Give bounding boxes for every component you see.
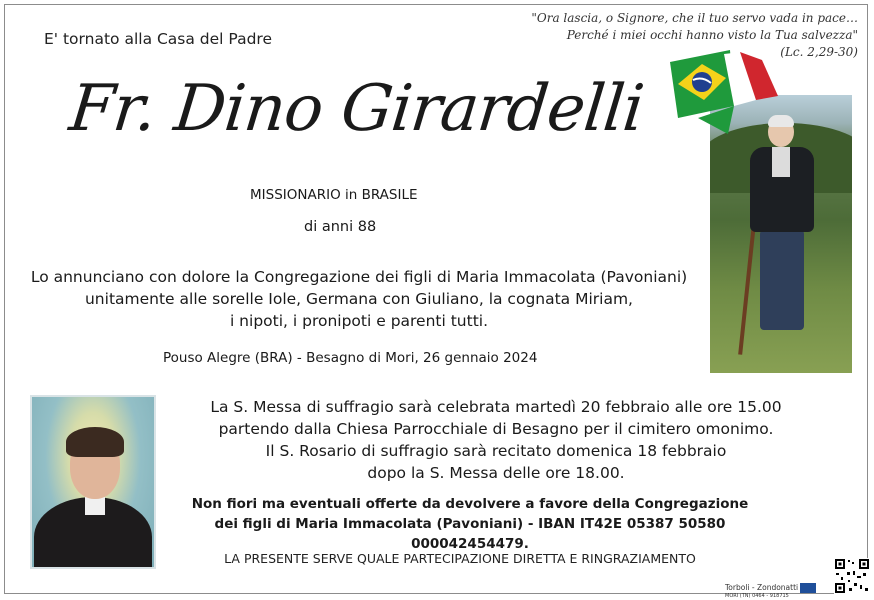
qr-code-icon[interactable]	[834, 558, 870, 594]
announcement-line: Lo annunciano con dolore la Congregazione dei figli di Maria Immacolata (Pavoniani)	[30, 268, 688, 286]
announcement-line: unitamente alle sorelle Iole, Germana con Giuliano, la cognata Miriam,	[84, 290, 633, 308]
brazil-italy-flag-icon	[668, 48, 780, 136]
donation-line: Non fiori ma eventuali offerte da devolvere a favore della Congregazione	[191, 496, 749, 512]
returned-to-father-text: E' tornato alla Casa del Padre	[44, 30, 272, 48]
closing-statement: LA PRESENTE SERVE QUALE PARTECIPAZIONE DIRETTA E RINGRAZIAMENTO	[224, 551, 696, 566]
place-and-date: Pouso Alegre (BRA) - Besagno di Mori, 26 gennaio 2024	[163, 350, 538, 366]
mass-line: Il S. Rosario di suffragio sarà recitato domenica 18 febbraio	[265, 442, 727, 460]
mass-info	[196, 396, 796, 484]
announcement-line: i nipoti, i pronipoti e parenti tutti.	[229, 312, 489, 330]
funeral-agency-logo	[725, 583, 816, 599]
quote-line: "Ora lascia, o Signore, che il tuo servo vada in pace…	[531, 11, 858, 25]
quote-reference: (Lc. 2,29-30)	[780, 45, 858, 59]
quote-line: Perché i miei occhi hanno visto la Tua salvezza"	[566, 28, 858, 42]
deceased-photo	[710, 95, 852, 373]
donation-info	[170, 494, 770, 554]
announcement-text	[14, 266, 704, 332]
deceased-age: di anni 88	[304, 219, 377, 235]
agency-contact: MORI (TN) 0464 - 918715	[725, 593, 789, 599]
agency-mark-icon	[800, 583, 816, 593]
mass-line: dopo la S. Messa delle ore 18.00.	[367, 464, 625, 482]
agency-name: Torboli - Zondonatti	[725, 583, 799, 592]
donation-line: dei figli di Maria Immacolata (Pavoniani) - IBAN IT42E 05387 50580 000042454479.	[214, 516, 726, 552]
mass-line: La S. Messa di suffragio sarà celebrata martedì 20 febbraio alle ore 15.00	[210, 398, 782, 416]
saint-portrait	[30, 395, 156, 569]
deceased-name: Fr. Dino Girardelli	[66, 72, 647, 146]
mass-line: partendo dalla Chiesa Parrocchiale di Besagno per il cimitero omonimo.	[218, 420, 774, 438]
deceased-role: MISSIONARIO in BRASILE	[250, 187, 418, 203]
